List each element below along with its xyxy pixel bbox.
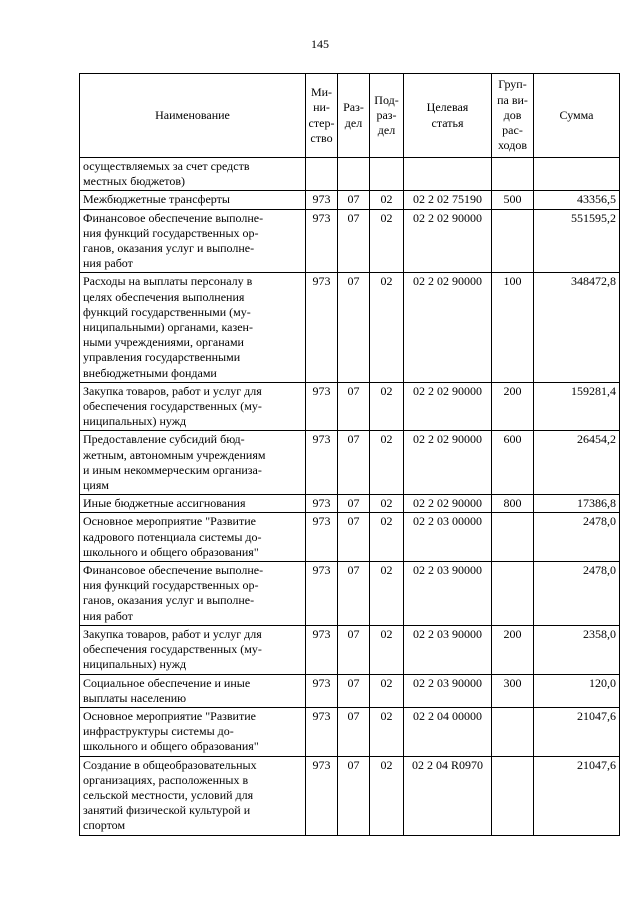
cell-section: 07 <box>338 513 370 562</box>
column-header-section: Раз- дел <box>338 74 370 158</box>
table-row <box>80 513 620 562</box>
cell-ministry: 973 <box>306 756 338 835</box>
cell-name: Социальное обеспечение и иные выплаты населению <box>80 674 306 707</box>
column-header-amount: Сумма <box>534 74 620 158</box>
cell-section: 07 <box>338 674 370 707</box>
table-row <box>80 209 620 273</box>
table-row <box>80 495 620 513</box>
cell-subsection: 02 <box>370 495 404 513</box>
cell-ministry: 973 <box>306 273 338 382</box>
cell-target <box>404 158 492 191</box>
cell-ministry: 973 <box>306 191 338 209</box>
cell-expense-group: 100 <box>492 273 534 382</box>
cell-section: 07 <box>338 625 370 674</box>
cell-expense-group <box>492 513 534 562</box>
cell-target: 02 2 02 90000 <box>404 273 492 382</box>
cell-subsection: 02 <box>370 191 404 209</box>
cell-amount: 2358,0 <box>534 625 620 674</box>
table-row <box>80 191 620 209</box>
cell-ministry: 973 <box>306 674 338 707</box>
cell-subsection: 02 <box>370 625 404 674</box>
cell-name: Предоставление субсидий бюд- жетным, автономным учреждениям и иным некоммерческим организа- циям <box>80 431 306 495</box>
cell-name: Закупка товаров, работ и услуг для обеспечения государственных (му- ниципальных) нужд <box>80 625 306 674</box>
cell-amount: 26454,2 <box>534 431 620 495</box>
table-row <box>80 382 620 431</box>
cell-amount: 17386,8 <box>534 495 620 513</box>
cell-name: Межбюджетные трансферты <box>80 191 306 209</box>
cell-subsection: 02 <box>370 431 404 495</box>
cell-amount: 551595,2 <box>534 209 620 273</box>
cell-subsection: 02 <box>370 513 404 562</box>
cell-name: Финансовое обеспечение выполне- ния функций государственных ор- ганов, оказания услуг и выполне- ния работ <box>80 562 306 626</box>
cell-expense-group <box>492 756 534 835</box>
cell-name: Основное мероприятие "Развитие инфраструктуры системы до- школьного и общего образования" <box>80 707 306 756</box>
cell-ministry: 973 <box>306 625 338 674</box>
table-row <box>80 674 620 707</box>
column-header-subsection: Под- раз- дел <box>370 74 404 158</box>
table-row <box>80 562 620 626</box>
cell-subsection: 02 <box>370 273 404 382</box>
cell-amount: 120,0 <box>534 674 620 707</box>
cell-expense-group: 200 <box>492 382 534 431</box>
cell-section: 07 <box>338 431 370 495</box>
cell-section: 07 <box>338 382 370 431</box>
column-header-target: Целевая статья <box>404 74 492 158</box>
cell-expense-group <box>492 707 534 756</box>
page-number: 145 <box>311 37 329 51</box>
cell-ministry: 973 <box>306 513 338 562</box>
cell-amount <box>534 158 620 191</box>
table-row <box>80 158 620 191</box>
column-header-ministry: Ми- ни- стер- ство <box>306 74 338 158</box>
cell-amount: 348472,8 <box>534 273 620 382</box>
cell-amount: 2478,0 <box>534 562 620 626</box>
cell-amount: 21047,6 <box>534 707 620 756</box>
cell-expense-group: 500 <box>492 191 534 209</box>
cell-subsection: 02 <box>370 707 404 756</box>
table-header-row <box>80 74 620 158</box>
cell-subsection <box>370 158 404 191</box>
cell-name: Финансовое обеспечение выполне- ния функций государственных ор- ганов, оказания услуг и выполне- ния работ <box>80 209 306 273</box>
table-row <box>80 625 620 674</box>
cell-name: Основное мероприятие "Развитие кадрового потенциала системы до- школьного и общего образования" <box>80 513 306 562</box>
cell-ministry: 973 <box>306 431 338 495</box>
cell-section: 07 <box>338 191 370 209</box>
cell-expense-group <box>492 562 534 626</box>
table-row <box>80 756 620 835</box>
cell-name: Закупка товаров, работ и услуг для обеспечения государственных (му- ниципальных) нужд <box>80 382 306 431</box>
budget-table <box>79 73 620 836</box>
cell-amount: 43356,5 <box>534 191 620 209</box>
cell-name: Расходы на выплаты персоналу в целях обеспечения выполнения функций государственными (му- ниципальными) органами, казен- ными учреждениями, органами управления государственными внебюджетными фондами <box>80 273 306 382</box>
cell-target: 02 2 04 00000 <box>404 707 492 756</box>
cell-target: 02 2 02 90000 <box>404 495 492 513</box>
cell-ministry <box>306 158 338 191</box>
cell-name: Иные бюджетные ассигнования <box>80 495 306 513</box>
cell-target: 02 2 03 00000 <box>404 513 492 562</box>
cell-expense-group: 200 <box>492 625 534 674</box>
table-body <box>80 158 620 836</box>
cell-target: 02 2 02 90000 <box>404 209 492 273</box>
cell-expense-group <box>492 158 534 191</box>
cell-target: 02 2 04 R0970 <box>404 756 492 835</box>
table-row <box>80 431 620 495</box>
cell-ministry: 973 <box>306 495 338 513</box>
cell-section <box>338 158 370 191</box>
cell-subsection: 02 <box>370 674 404 707</box>
cell-subsection: 02 <box>370 562 404 626</box>
cell-target: 02 2 02 90000 <box>404 431 492 495</box>
cell-target: 02 2 03 90000 <box>404 674 492 707</box>
table-row <box>80 707 620 756</box>
cell-ministry: 973 <box>306 707 338 756</box>
cell-name: Создание в общеобразовательных организациях, расположенных в сельской местности, условий для занятий физической культурой и спортом <box>80 756 306 835</box>
cell-ministry: 973 <box>306 562 338 626</box>
cell-expense-group <box>492 209 534 273</box>
cell-target: 02 2 03 90000 <box>404 562 492 626</box>
cell-expense-group: 300 <box>492 674 534 707</box>
cell-subsection: 02 <box>370 209 404 273</box>
cell-section: 07 <box>338 756 370 835</box>
cell-section: 07 <box>338 562 370 626</box>
column-header-name: Наименование <box>80 74 306 158</box>
table-row <box>80 273 620 382</box>
cell-target: 02 2 03 90000 <box>404 625 492 674</box>
cell-section: 07 <box>338 495 370 513</box>
cell-name: осуществляемых за счет средств местных бюджетов) <box>80 158 306 191</box>
cell-expense-group: 800 <box>492 495 534 513</box>
cell-subsection: 02 <box>370 382 404 431</box>
cell-ministry: 973 <box>306 382 338 431</box>
cell-section: 07 <box>338 273 370 382</box>
cell-section: 07 <box>338 707 370 756</box>
cell-amount: 159281,4 <box>534 382 620 431</box>
cell-target: 02 2 02 75190 <box>404 191 492 209</box>
cell-ministry: 973 <box>306 209 338 273</box>
column-header-expense-group: Груп- па ви- дов рас- ходов <box>492 74 534 158</box>
cell-target: 02 2 02 90000 <box>404 382 492 431</box>
cell-section: 07 <box>338 209 370 273</box>
cell-expense-group: 600 <box>492 431 534 495</box>
cell-amount: 2478,0 <box>534 513 620 562</box>
cell-subsection: 02 <box>370 756 404 835</box>
cell-amount: 21047,6 <box>534 756 620 835</box>
